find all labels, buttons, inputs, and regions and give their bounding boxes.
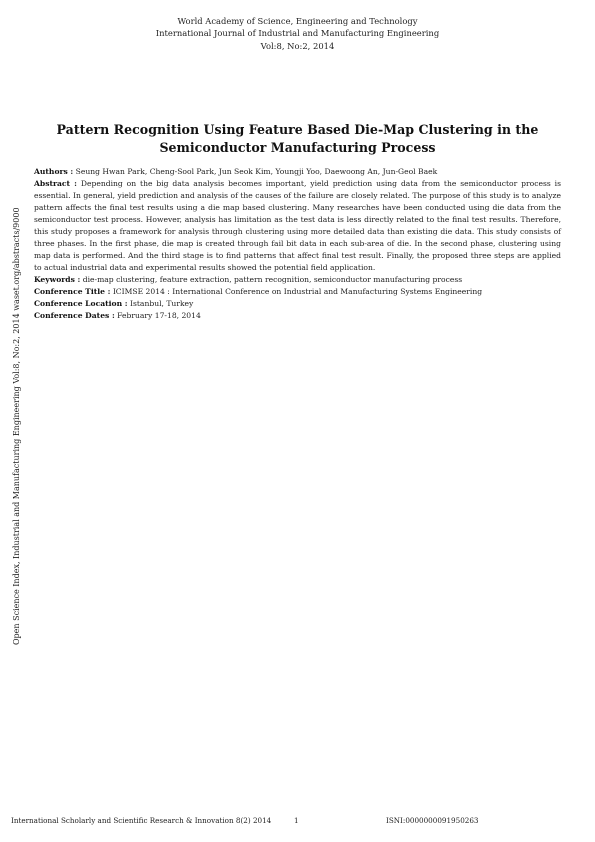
conference-location-row	[34, 298, 561, 310]
authors-row	[34, 166, 561, 178]
conference-dates-label: Conference Dates :	[34, 311, 115, 320]
conference-title-value: ICIMSE 2014 : International Conference on Industrial and Manufacturing Systems Engineering	[112, 287, 483, 296]
keywords-label: Keywords :	[34, 275, 81, 284]
abstract-text: Depending on the big data analysis becomes important, yield prediction using data from the semiconductor process is essential. In general, yield prediction and analysis of the causes of the failure are closely related. The purpose of this study is to analyze pattern affects the final test results using a die map based clustering. Many researches have been conducted using die data from the semiconductor test process. However, analysis has limitation as the test data is less directly related to the final test results. Therefore, this study proposes a framework for analysis through clustering using more detailed data than existing die data. This study consists of three phases. In the first phase, die map is created through fail bit data in each sub-area of die. In the second phase, clustering using map data is performed. And the third stage is to find patterns that affect final test result. Finally, the proposed three steps are applied to actual industrial data and experimental results showed the potential field application.	[34, 179, 561, 272]
authors-label: Authors :	[34, 167, 74, 176]
conference-dates-row	[34, 310, 561, 322]
conference-title-row	[34, 286, 561, 298]
header-volume: Vol:8, No:2, 2014	[260, 40, 335, 51]
authors-value: Seung Hwan Park, Cheng-Sool Park, Jun Seok Kim, Youngji Yoo, Daewoong An, Jun-Geol Baek	[75, 167, 438, 176]
header-journal: International Journal of Industrial and Manufacturing Engineering	[155, 28, 440, 39]
footer-publisher: International Scholarly and Scientific Research & Innovation 8(2) 2014	[11, 816, 272, 825]
conference-dates-value: February 17-18, 2014	[117, 311, 201, 320]
conference-location-value: Istanbul, Turkey	[129, 299, 194, 308]
page-number: 1	[294, 816, 299, 825]
conference-title-label: Conference Title :	[34, 287, 111, 296]
header-academy: World Academy of Science, Engineering and Technology	[177, 16, 418, 26]
page-footer	[0, 816, 595, 828]
keywords-value: die-map clustering, feature extraction, pattern recognition, semiconductor manufacturing process	[82, 275, 463, 284]
side-citation: Open Science Index, Industrial and Manufacturing Engineering Vol:8, No:2, 2014 waset.org/abstracts/9000	[12, 207, 21, 645]
paper-metadata	[34, 166, 561, 322]
journal-header	[0, 15, 595, 52]
paper-title: Pattern Recognition Using Feature Based Die-Map Clustering in the Semiconductor Manufacturing Process	[56, 122, 539, 155]
conference-location-label: Conference Location :	[34, 299, 128, 308]
footer-isni: ISNI:0000000091950263	[386, 816, 479, 825]
keywords-row	[34, 274, 561, 286]
abstract-row	[34, 178, 561, 274]
abstract-label: Abstract :	[34, 179, 77, 188]
